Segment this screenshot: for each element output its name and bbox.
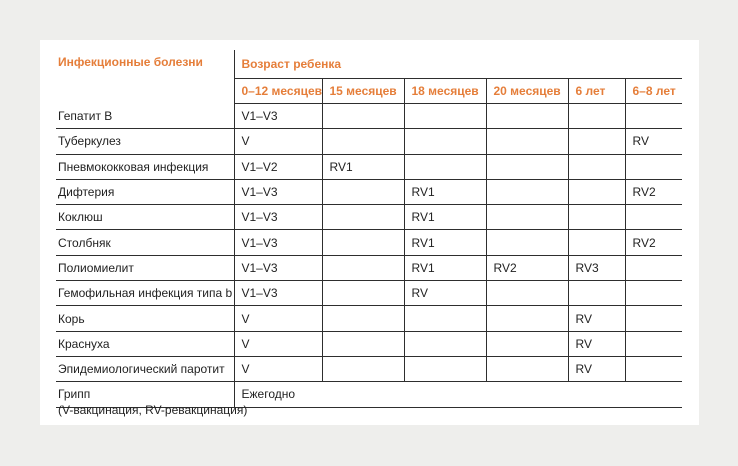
schedule-cell: RV2	[625, 230, 682, 255]
table-row	[56, 331, 682, 356]
schedule-cell	[625, 154, 682, 179]
schedule-cell: RV2	[486, 255, 568, 280]
schedule-cell	[322, 356, 404, 381]
disease-name-cell: Гепатит В	[56, 104, 234, 129]
disease-name-cell: Коклюш	[56, 205, 234, 230]
schedule-cell: RV1	[404, 255, 486, 280]
schedule-cell: RV	[625, 129, 682, 154]
schedule-cell	[486, 154, 568, 179]
schedule-cell	[486, 104, 568, 129]
table-row	[56, 306, 682, 331]
schedule-cell	[322, 331, 404, 356]
schedule-cell	[404, 331, 486, 356]
schedule-cell: V1–V3	[234, 205, 322, 230]
schedule-cell: RV1	[404, 230, 486, 255]
footnote: (V-вакцинация, RV-ревакцинация)	[58, 403, 248, 417]
disease-name-cell: Дифтерия	[56, 179, 234, 204]
age-column-header: 6 лет	[568, 79, 625, 104]
disease-name-cell: Столбняк	[56, 230, 234, 255]
disease-name-cell: Туберкулез	[56, 129, 234, 154]
schedule-cell	[625, 281, 682, 306]
schedule-cell	[322, 129, 404, 154]
schedule-cell: RV1	[404, 179, 486, 204]
age-column-header: 15 месяцев	[322, 79, 404, 104]
schedule-cell	[625, 255, 682, 280]
table-body	[56, 104, 682, 408]
schedule-cell	[568, 230, 625, 255]
age-column-header: 0–12 месяцев	[234, 79, 322, 104]
age-column-header: 18 месяцев	[404, 79, 486, 104]
schedule-cell: V1–V3	[234, 179, 322, 204]
table-row	[56, 255, 682, 280]
schedule-cell	[486, 331, 568, 356]
schedule-cell: RV	[404, 281, 486, 306]
schedule-cell	[486, 306, 568, 331]
schedule-cell	[568, 205, 625, 230]
schedule-cell	[568, 179, 625, 204]
table-row	[56, 281, 682, 306]
schedule-cell	[486, 230, 568, 255]
table-row	[56, 230, 682, 255]
table-row	[56, 205, 682, 230]
schedule-cell: V1–V3	[234, 230, 322, 255]
schedule-cell	[404, 356, 486, 381]
schedule-cell	[322, 205, 404, 230]
table-row	[56, 154, 682, 179]
schedule-cell	[322, 104, 404, 129]
disease-name-cell: Грипп	[56, 382, 234, 407]
table-row	[56, 104, 682, 129]
schedule-cell: RV3	[568, 255, 625, 280]
schedule-cell	[625, 205, 682, 230]
schedule-cell	[404, 154, 486, 179]
disease-name-cell: Эпидемиологический паротит	[56, 356, 234, 381]
schedule-cell	[625, 104, 682, 129]
schedule-cell: RV2	[625, 179, 682, 204]
disease-name-cell: Корь	[56, 306, 234, 331]
schedule-cell: V	[234, 356, 322, 381]
schedule-cell	[486, 129, 568, 154]
schedule-cell: RV1	[322, 154, 404, 179]
schedule-cell	[486, 179, 568, 204]
table-row	[56, 356, 682, 381]
schedule-cell	[568, 154, 625, 179]
schedule-cell: V	[234, 129, 322, 154]
schedule-cell	[404, 306, 486, 331]
schedule-cell	[486, 356, 568, 381]
schedule-cell	[625, 356, 682, 381]
schedule-cell: V1–V3	[234, 255, 322, 280]
age-column-header: 6–8 лет	[625, 79, 682, 104]
schedule-cell	[486, 281, 568, 306]
schedule-cell: RV	[568, 306, 625, 331]
disease-name-cell: Пневмококковая инфекция	[56, 154, 234, 179]
diseases-column-header: Инфекционные болезни	[58, 55, 203, 69]
schedule-cell	[322, 230, 404, 255]
schedule-cell	[486, 205, 568, 230]
schedule-cell	[404, 104, 486, 129]
table-row	[56, 129, 682, 154]
schedule-cell: RV	[568, 331, 625, 356]
schedule-cell: RV	[568, 356, 625, 381]
schedule-cell	[322, 255, 404, 280]
schedule-cell: V1–V3	[234, 104, 322, 129]
schedule-cell	[322, 281, 404, 306]
age-column-header: 20 месяцев	[486, 79, 568, 104]
schedule-cell	[568, 104, 625, 129]
schedule-cell	[322, 179, 404, 204]
table-row	[56, 179, 682, 204]
vaccination-schedule-table	[56, 50, 682, 408]
schedule-cell	[404, 129, 486, 154]
disease-name-cell: Краснуха	[56, 331, 234, 356]
schedule-cell	[322, 306, 404, 331]
schedule-cell	[625, 331, 682, 356]
schedule-cell: V1–V2	[234, 154, 322, 179]
schedule-cell	[568, 129, 625, 154]
schedule-cell: V	[234, 306, 322, 331]
schedule-cell	[625, 306, 682, 331]
disease-name-cell: Гемофильная инфекция типа b	[56, 281, 234, 306]
schedule-cell: Ежегодно	[234, 382, 682, 407]
schedule-cell: V	[234, 331, 322, 356]
schedule-cell: V1–V3	[234, 281, 322, 306]
schedule-cell: RV1	[404, 205, 486, 230]
disease-name-cell: Полиомиелит	[56, 255, 234, 280]
age-group-header: Возраст ребенка	[234, 50, 682, 79]
schedule-cell	[568, 281, 625, 306]
vaccination-table-card	[40, 40, 699, 425]
